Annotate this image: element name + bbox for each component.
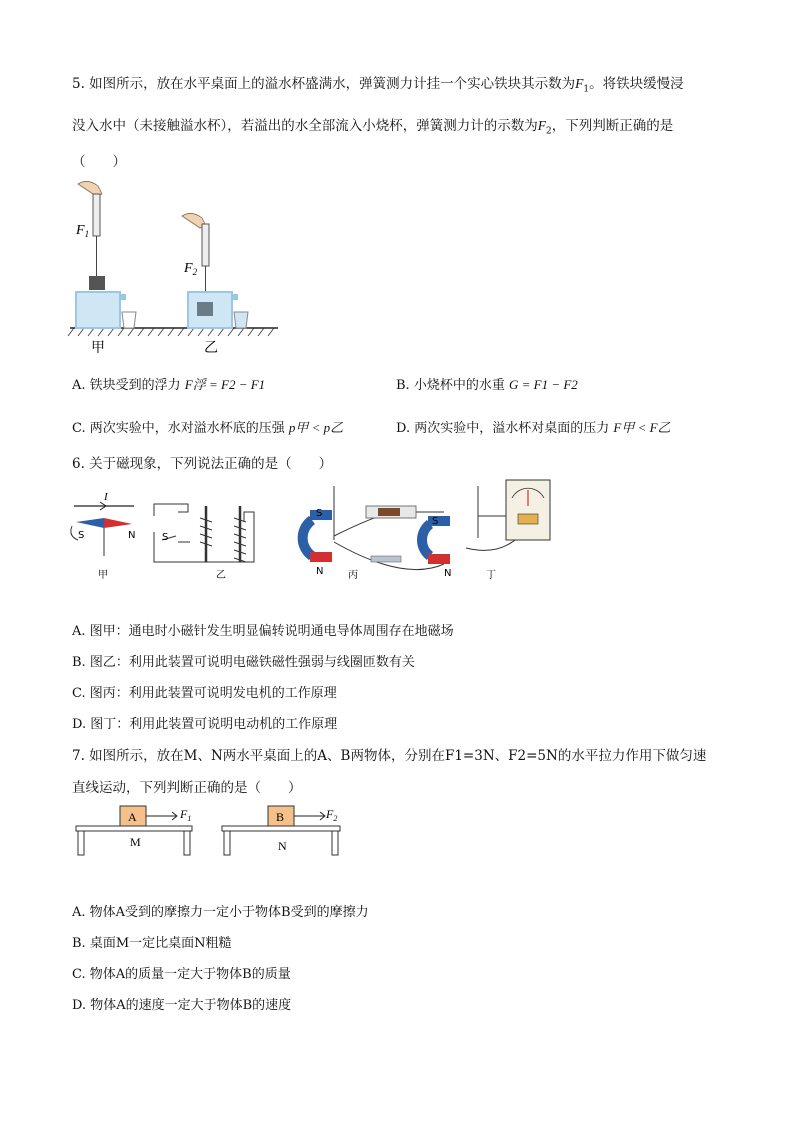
bing-N: N bbox=[316, 566, 324, 577]
q6-option-d: D. 图丁：利用此装置可说明电动机的工作原理 bbox=[72, 717, 338, 732]
q7-stem-line1: 7. 如图所示，放在M、N两水平桌面上的A、B两物体，分别在F1=3N、F2=5N的水平拉力作用下做匀速 bbox=[72, 748, 707, 764]
compass-needle-red bbox=[104, 518, 132, 528]
small-beaker-right bbox=[234, 312, 248, 328]
table-N bbox=[222, 826, 340, 831]
q6-option-c: C. 图丙：利用此装置可说明发电机的工作原理 bbox=[72, 686, 337, 701]
table-M bbox=[76, 826, 192, 831]
label-fig-jia: 甲 bbox=[98, 570, 108, 581]
spring-scale-right bbox=[202, 224, 209, 266]
switch-icon bbox=[371, 556, 401, 562]
label-F2: $F_2$ bbox=[184, 261, 198, 277]
q5-option-b-text: B. 小烧杯中的水重 bbox=[396, 378, 505, 393]
q5-answer-paren: （ ） bbox=[72, 154, 126, 170]
label-N: N bbox=[278, 839, 287, 853]
ding-S: S bbox=[432, 516, 439, 527]
box-A-label: A bbox=[128, 810, 137, 824]
q6-fig-ding bbox=[422, 480, 550, 581]
q5-option-a bbox=[72, 374, 265, 393]
q5-stem-line2-b: ，下列判断正确的是 bbox=[551, 118, 674, 134]
q5-option-d-text: D. 两次实验中，溢水杯对桌面的压力 bbox=[396, 421, 610, 436]
overflow-cup-left bbox=[76, 292, 120, 328]
q5-stem-line1-sub: 1 bbox=[583, 84, 590, 95]
q6-stem: 6. 关于磁现象，下列说法正确的是（ ） bbox=[72, 456, 333, 472]
q5-stem-line2-var: F bbox=[537, 118, 546, 133]
q6-fig-yi bbox=[154, 504, 254, 562]
q7-figure bbox=[72, 800, 352, 860]
spout-left bbox=[120, 294, 126, 300]
q5-stem-line1-var: F bbox=[575, 76, 584, 91]
q5-stem-line2-sub: 2 bbox=[546, 126, 552, 137]
label-fig-yi: 乙 bbox=[216, 570, 226, 581]
label-M: M bbox=[130, 835, 141, 849]
q7-option-c: C. 物体A的质量一定大于物体B的质量 bbox=[72, 967, 291, 982]
q5-stem-line1-b: 。将铁块缓慢浸 bbox=[589, 76, 684, 92]
spout-right bbox=[232, 294, 238, 300]
iron-block-left bbox=[89, 276, 105, 290]
q5-stem-line2-a: 没入水中（未接触溢水杯），若溢出的水全部流入小烧杯，弹簧测力计的示数为 bbox=[72, 118, 538, 134]
label-current-I: I bbox=[104, 491, 108, 503]
q7-option-b: B. 桌面M一定比桌面N粗糙 bbox=[72, 936, 232, 951]
q5-option-c-formula: p甲 < p乙 bbox=[288, 420, 344, 435]
q6-figure bbox=[66, 476, 556, 584]
q7-stem-line2: 直线运动，下列判断正确的是（ ） bbox=[72, 780, 302, 796]
q5-option-c bbox=[72, 417, 343, 436]
jia-S: S bbox=[78, 530, 85, 541]
q5-stem-line2 bbox=[72, 114, 673, 137]
iron-block-right bbox=[197, 302, 213, 316]
label-yi: 乙 bbox=[204, 340, 218, 356]
q5-option-c-text: C. 两次实验中，水对溢水杯底的压强 bbox=[72, 421, 285, 436]
q6-option-b: B. 图乙：利用此装置可说明电磁铁磁性强弱与线圈匝数有关 bbox=[72, 655, 415, 670]
q5-stem-line1-a: 5. 如图所示，放在水平桌面上的溢水杯盛满水，弹簧测力计挂一个实心铁块其示数为 bbox=[72, 76, 576, 92]
label-F2-q7: $F_2$ bbox=[326, 807, 338, 823]
q5-option-a-formula: F浮 = F2 − F1 bbox=[184, 377, 266, 392]
spring-scale-left bbox=[93, 194, 100, 236]
q5-option-a-text: A. 铁块受到的浮力 bbox=[72, 378, 181, 393]
q5-figure bbox=[66, 176, 286, 356]
q5-option-b bbox=[396, 374, 578, 393]
q5-option-b-formula: G = F1 − F2 bbox=[508, 377, 578, 392]
q6-fig-jia bbox=[71, 491, 136, 581]
box-B-label: B bbox=[276, 810, 285, 824]
bing-S: S bbox=[316, 508, 323, 519]
q6-option-a: A. 图甲：通电时小磁针发生明显偏转说明通电导体周围存在地磁场 bbox=[72, 624, 454, 639]
label-F1-q7: $F_1$ bbox=[180, 807, 192, 823]
q7-option-d: D. 物体A的速度一定大于物体B的速度 bbox=[72, 998, 292, 1013]
label-fig-bing: 丙 bbox=[348, 570, 358, 581]
q5-option-d bbox=[396, 417, 671, 436]
q5-option-d-formula: F甲 < F乙 bbox=[613, 420, 671, 435]
q7-option-a: A. 物体A受到的摩擦力一定小于物体B受到的摩擦力 bbox=[72, 905, 369, 920]
jia-N: N bbox=[128, 530, 136, 541]
label-fig-ding: 丁 bbox=[486, 570, 496, 581]
table-hatching bbox=[68, 328, 274, 336]
yi-switch-S: S bbox=[162, 532, 169, 543]
q5-stem-line1 bbox=[72, 72, 684, 95]
ding-N: N bbox=[444, 568, 452, 579]
small-beaker-left bbox=[122, 312, 136, 328]
compass-needle-blue bbox=[76, 518, 104, 528]
label-jia: 甲 bbox=[91, 340, 105, 356]
label-F1: $F_1$ bbox=[76, 223, 90, 239]
galvanometer-icon bbox=[506, 480, 550, 540]
